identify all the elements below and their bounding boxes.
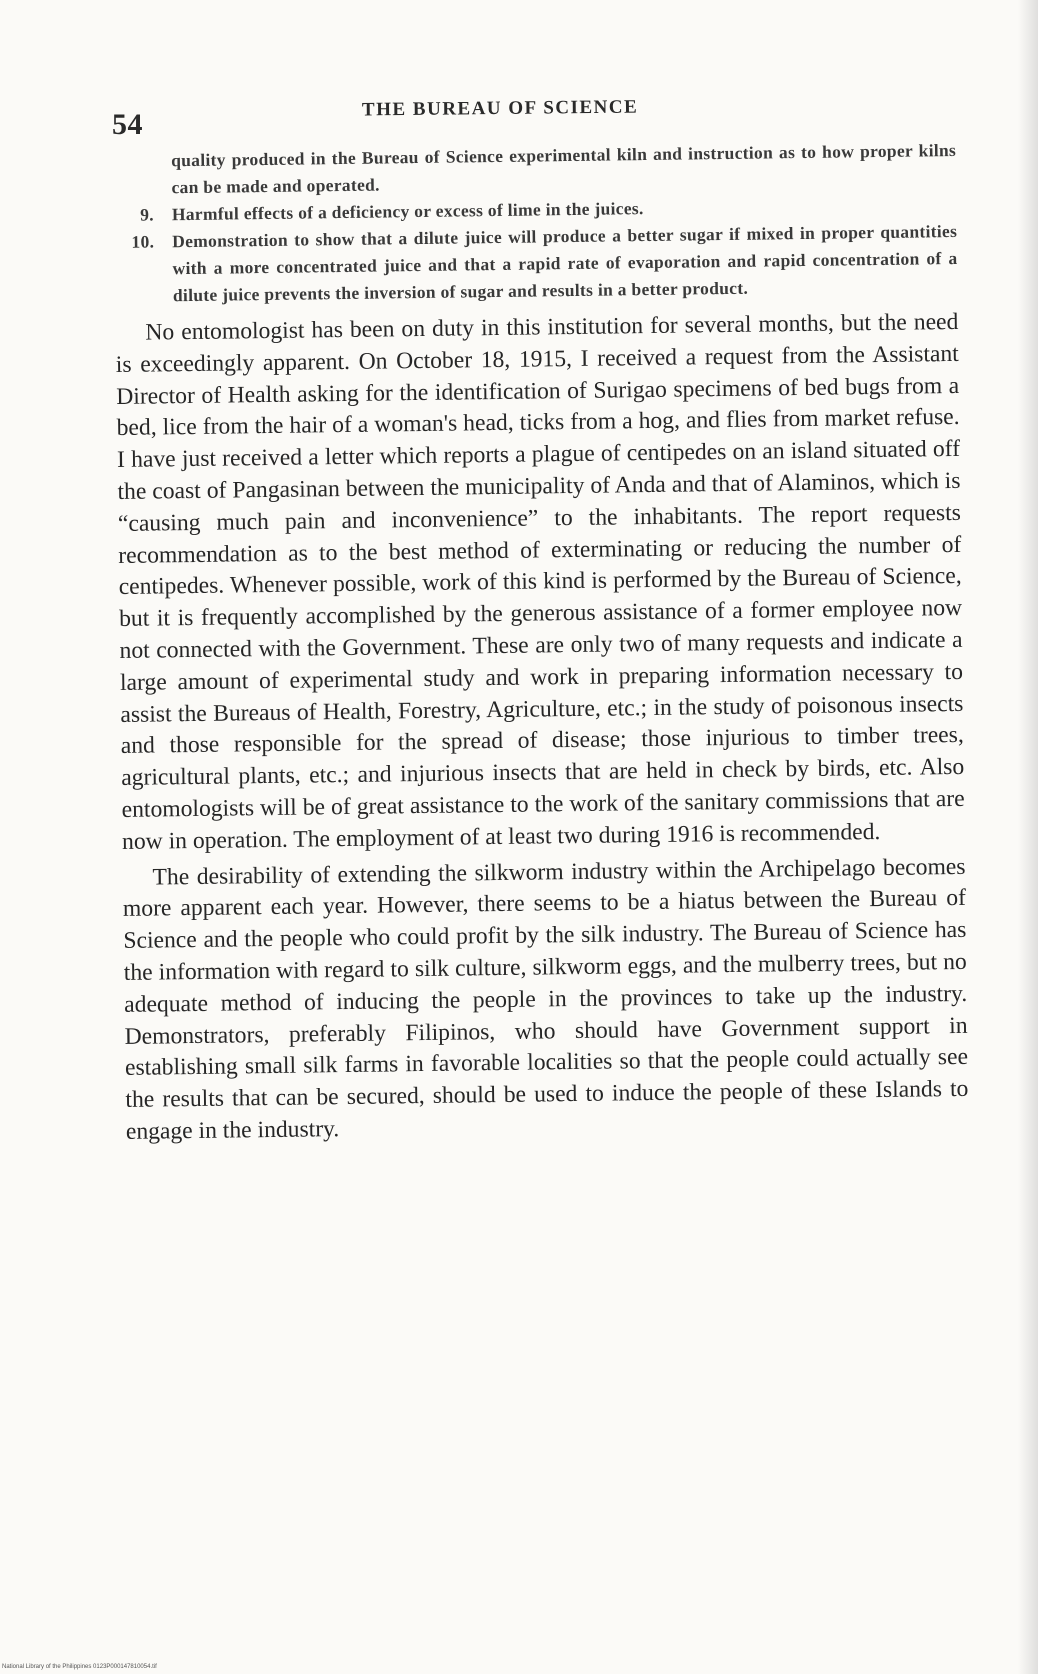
spine-shadow <box>1018 0 1038 1674</box>
page-number: 54 <box>112 108 143 141</box>
list-item-text: Harmful effects of a deficiency or excess of lime in the juices. <box>171 198 644 225</box>
list-item-text: Demonstration to show that a dilute juice will produce a better sugar if mixed in proper quantities with a more concentrated juice and that a rapid rate of evaporation and rapid concentration of a dilute juice prevents the inversion of sugar and results in a better product. <box>172 220 958 306</box>
list-item-number: 9. <box>140 204 155 225</box>
paragraph-entomologist: No entomologist has been on duty in this institution for several months, but the need is exceedingly apparent. On October 18, 1915, I received a request from the Assistant Director of Health asking for the identification of Surigao specimens of bed bugs from a bed, lice from the hair of a woman's head, ticks from a hog, and flies from market refuse. I have just received a letter which reports a plague of centipedes on an island situated off the coast of Pangasinan between the municipality of Anda and that of Alaminos, which is “causing much pain and inconvenience” to the inhabitants. The report requests recommendation as to the best method of exterminating or reducing the number of centipedes. Whenever possible, work of this kind is performed by the Bureau of Science, but it is frequently accomplished by the generous assistance of a former employee now not connected with the Government. These are only two of many requests and indicate a large amount of experimental study and work in preparing information necessary to assist the Bureaus of Health, Forestry, Agriculture, etc.; in the study of poisonous insects and those responsible for the spread of disease; those injurious to timber trees, agricultural plants, etc.; and injurious insects that are held in check by birds, etc. Also entomologists will be of great assistance to the work of the sanitary commissions that are now in operation. The employment of at least two during 1916 is recommended. <box>115 308 965 855</box>
list-item-number: 10. <box>131 231 155 252</box>
page-content <box>113 137 969 1149</box>
scan-footer: National Library of the Philippines 0123P000147810054.tif <box>2 1664 157 1670</box>
list-item-10 <box>114 218 958 310</box>
numbered-list <box>113 137 958 310</box>
running-head: THE BUREAU OF SCIENCE <box>361 96 639 121</box>
paragraph-silkworm: The desirability of extending the silkworm industry within the Archipelago becomes more apparent each year. However, there seems to be a hiatus between the Bureau of Science and the people who could profit by the silk industry. The Bureau of Science has the information with regard to silk culture, silkworm eggs, and the mulberry trees, but no adequate method of inducing the people in the provinces to take up the industry. Demonstrators, preferably Filipinos, who should have Government support in establishing small silk farms in favorable localities so that the people could actually see the results that can be secured, should be used to induce the people of these Islands to engage in the industry. <box>122 853 969 1145</box>
list-item-text: quality produced in the Bureau of Science experimental kiln and instruction as to how proper kilns can be made and operated. <box>171 139 957 198</box>
